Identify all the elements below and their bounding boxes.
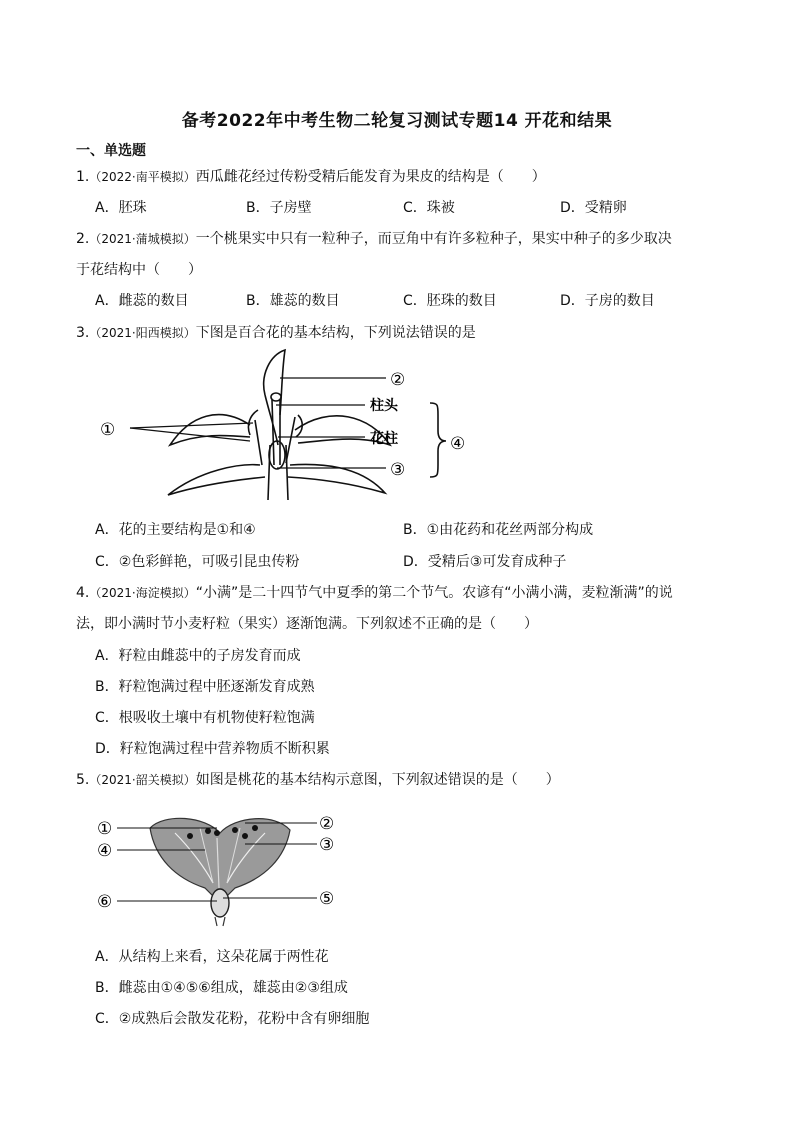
option-c: C．胚珠的数目 (403, 293, 497, 309)
q5-option-b: B．雌蕊由①④⑤⑥组成，雄蕊由②③组成 (95, 980, 348, 996)
option-c: C．珠被 (403, 200, 455, 216)
question-3-stem (76, 322, 476, 342)
peach-drawing (150, 818, 290, 926)
option-a: A．雌蕊的数目 (95, 293, 189, 309)
label-1: ① (100, 420, 116, 440)
leader-lines (130, 378, 386, 468)
peach-flower-figure (95, 808, 345, 928)
question-number: 2. (76, 231, 90, 247)
question-4-stem-cont: 法，即小满时节小麦籽粒（果实）逐渐饱满。下列叙述不正确的是（ ） (76, 616, 538, 632)
label-4: ④ (97, 841, 113, 861)
label-2: ② (319, 814, 335, 834)
question-text: 西瓜雌花经过传粉受精后能发育为果皮的结构是（ ） (195, 169, 546, 185)
question-source: （2021·阳西模拟） (89, 326, 196, 340)
question-source: （2021·蒲城模拟） (89, 232, 196, 246)
label-4: ④ (450, 434, 466, 454)
question-text: 下图是百合花的基本结构，下列说法错误的是 (195, 325, 476, 341)
q3-option-b: B．①由花药和花丝两部分构成 (403, 522, 594, 538)
q5-option-c: C．②成熟后会散发花粉，花粉中含有卵细胞 (95, 1011, 370, 1027)
question-number: 3. (76, 325, 90, 341)
option-d: D．受精卵 (560, 200, 627, 216)
option-a: A．胚珠 (95, 200, 147, 216)
question-5-stem (76, 769, 560, 789)
q4-option-c: C．根吸收土壤中有机物使籽粒饱满 (95, 710, 315, 726)
question-2-options (0, 290, 794, 310)
section-heading: 一、单选题 (76, 143, 146, 159)
question-source: （2021·海淀模拟） (89, 586, 196, 600)
question-1-options (0, 197, 794, 217)
q4-option-a: A．籽粒由雌蕊中的子房发育而成 (95, 648, 301, 664)
option-b: B．子房壁 (246, 200, 312, 216)
label-3: ③ (319, 835, 335, 855)
question-number: 4. (76, 585, 90, 601)
question-text: 如图是桃花的基本结构示意图，下列叙述错误的是（ ） (195, 772, 560, 788)
label-2: ② (390, 370, 406, 390)
q4-option-b: B．籽粒饱满过程中胚逐渐发育成熟 (95, 679, 315, 695)
question-1-stem (76, 166, 546, 186)
brace (430, 403, 446, 477)
label-stigma: 柱头 (370, 398, 398, 414)
question-number: 5. (76, 772, 90, 788)
option-b: B．雄蕊的数目 (246, 293, 340, 309)
label-style: 花柱 (370, 431, 398, 447)
label-1: ① (97, 819, 113, 839)
q3-option-a: A．花的主要结构是①和④ (95, 522, 256, 538)
question-4-stem (76, 582, 673, 602)
label-5: ⑤ (319, 889, 335, 909)
question-source: （2022·南平模拟） (89, 170, 196, 184)
question-2-stem-cont: 于花结构中（ ） (76, 262, 202, 278)
question-text: “小满”是二十四节气中夏季的第二个节气。农谚有“小满小满，麦粒渐满”的说 (195, 585, 673, 601)
q3-option-d: D．受精后③可发育成种子 (403, 554, 567, 570)
question-2-stem (76, 228, 672, 248)
label-6: ⑥ (97, 892, 113, 912)
q4-option-d: D．籽粒饱满过程中营养物质不断积累 (95, 741, 330, 757)
page-title: 备考2022年中考生物二轮复习测试专题14 开花和结果 (181, 111, 613, 131)
question-source: （2021·韶关模拟） (89, 773, 196, 787)
label-3: ③ (390, 460, 406, 480)
q3-option-c: C．②色彩鲜艳，可吸引昆虫传粉 (95, 554, 300, 570)
question-number: 1. (76, 169, 90, 185)
option-d: D．子房的数目 (560, 293, 655, 309)
lily-flower-figure (90, 345, 490, 505)
q5-option-a: A．从结构上来看，这朵花属于两性花 (95, 949, 329, 965)
question-text: 一个桃果实中只有一粒种子，而豆角中有许多粒种子，果实中种子的多少取决 (195, 231, 672, 247)
